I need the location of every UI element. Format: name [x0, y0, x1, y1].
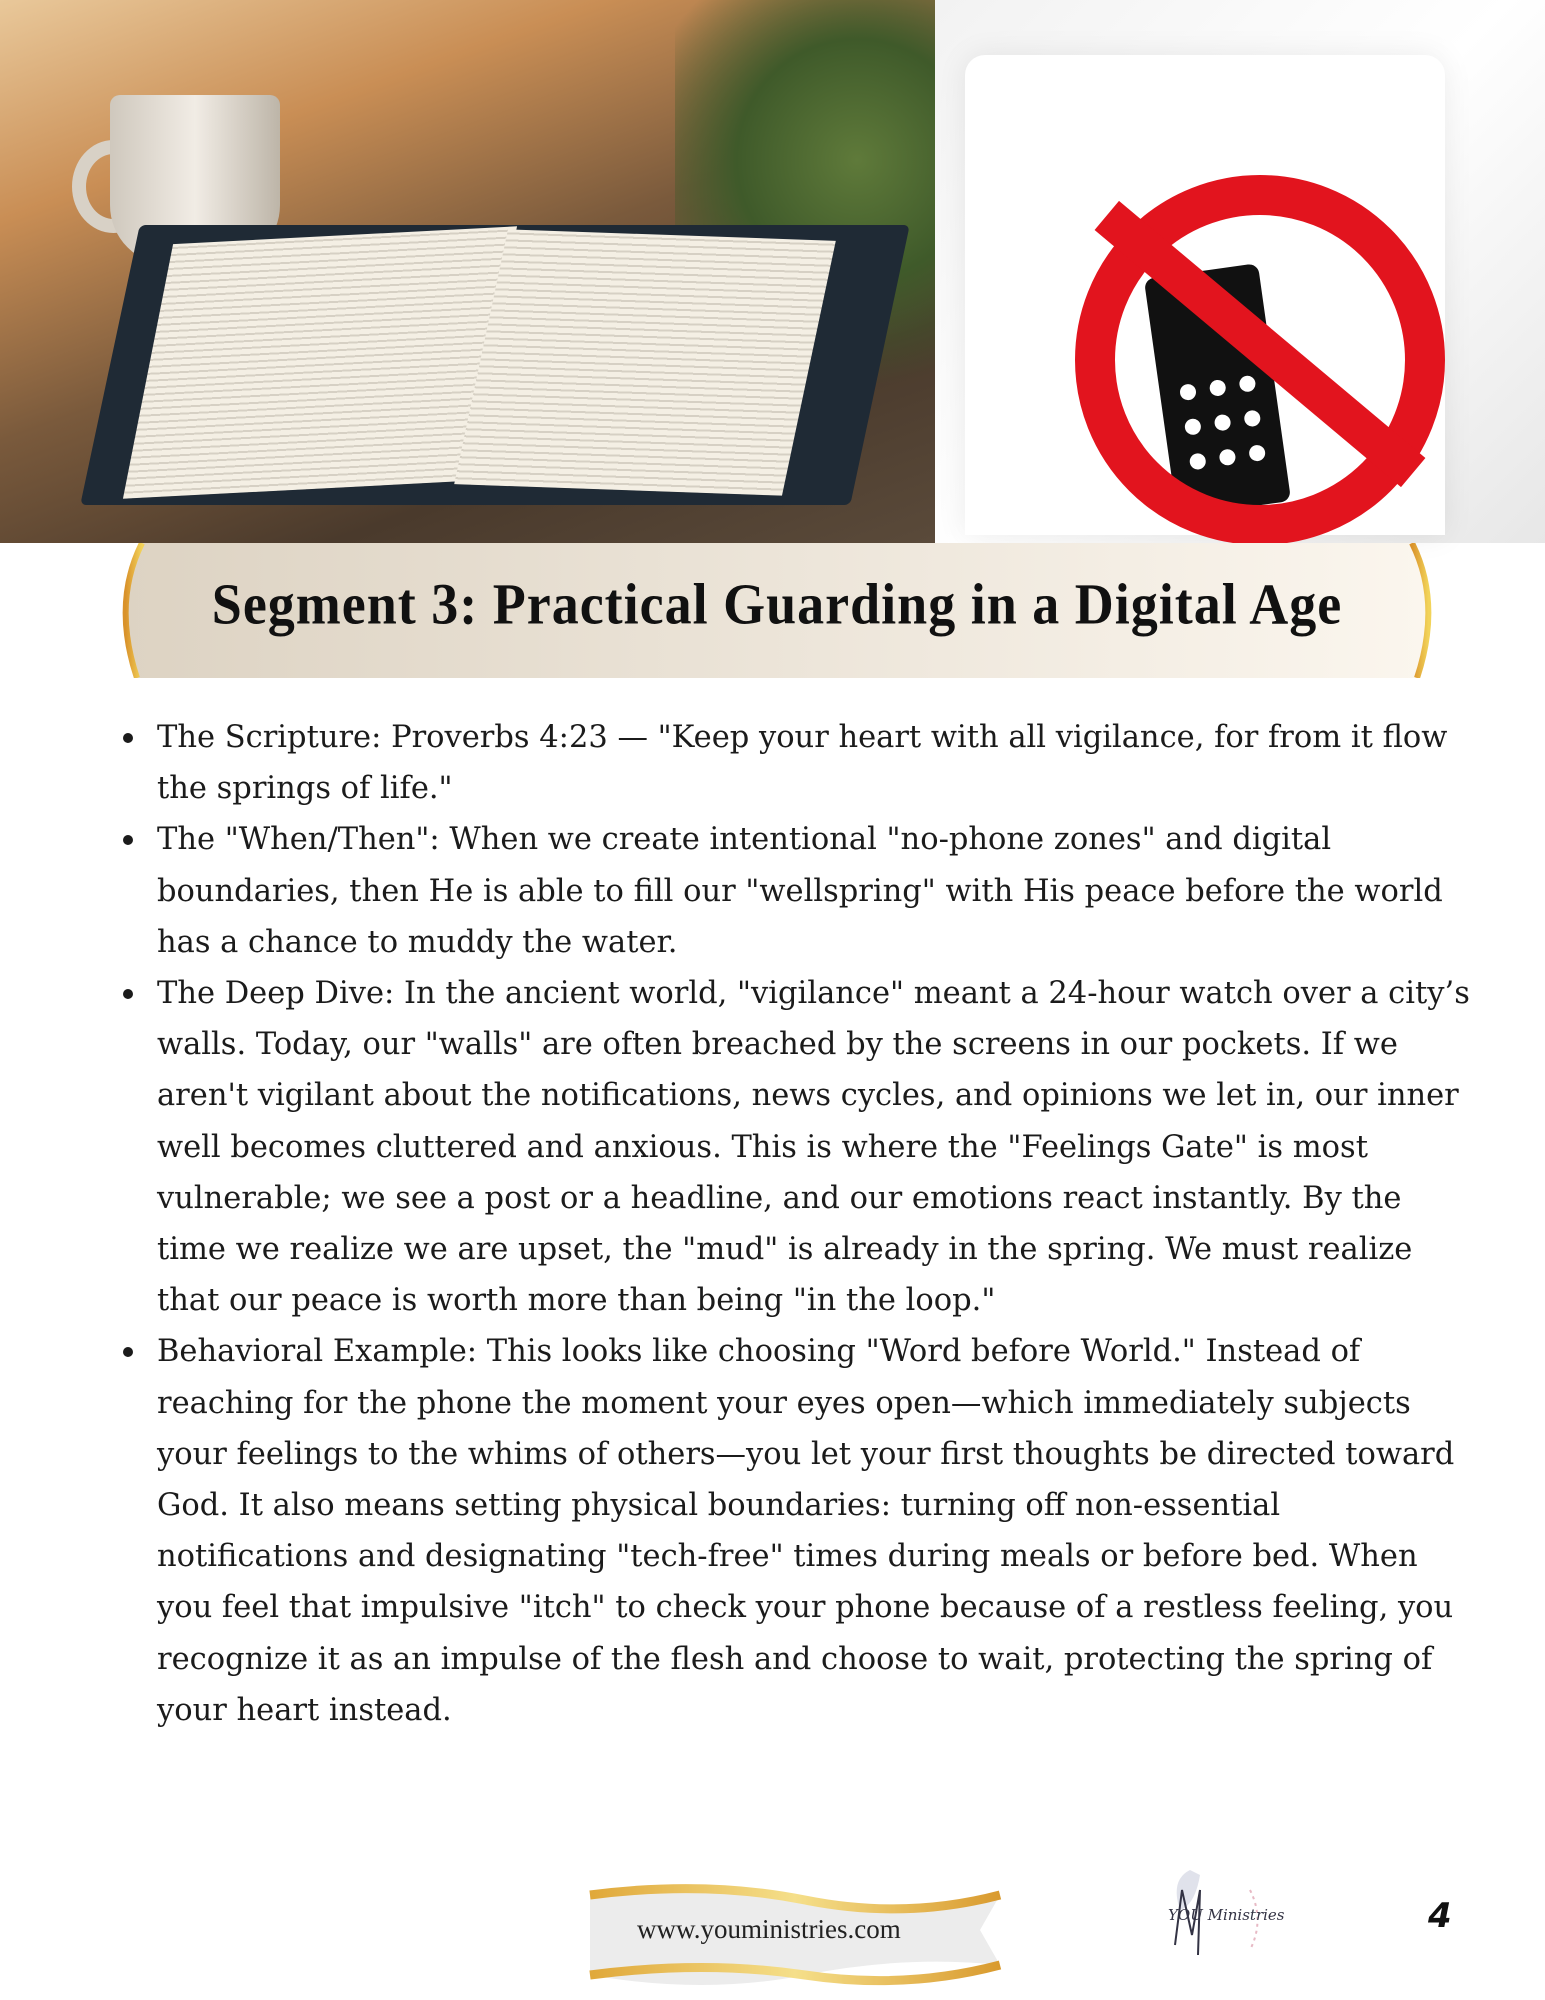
website-link[interactable]: www.youministries.com — [637, 1914, 901, 1944]
sign-card — [965, 55, 1445, 535]
bible-left-page — [123, 226, 517, 498]
logo-text: YOU Ministries — [1168, 1906, 1285, 1924]
title-banner — [92, 543, 1462, 678]
when-then-text: The "When/Then": When we create intentional "no-phone zones" and digital boundaries, then He is able to fill our "wellspring" with His peace before the world has a chance to muddy the water. — [157, 822, 1443, 960]
list-item — [157, 712, 1477, 814]
bullet-icon — [123, 835, 133, 845]
list-item — [157, 814, 1477, 968]
list-item — [157, 1326, 1477, 1736]
no-phone-sign-photo — [935, 0, 1545, 543]
deep-dive-text: The Deep Dive: In the ancient world, "vigilance" meant a 24-hour watch over a city’s walls. Today, our "walls" are often breached by the screens in our pockets. If we aren't vigilant about the notifications, news cycles, and opinions we let in, our inner well becomes cluttered and anxious. This is where the "Feelings Gate" is most vulnerable; we see a post or a headline, and our emotions react instantly. By the time we realize we are upset, the "mud" is already in the spring. We must realize that our peace is worth more than being "in the loop." — [157, 976, 1470, 1319]
page-title: Segment 3: Practical Guarding in a Digital Age — [211, 571, 1343, 637]
bullet-icon — [123, 733, 133, 743]
scripture-text: The Scripture: Proverbs 4:23 — "Keep your heart with all vigilance, for from it flow the springs of life." — [157, 720, 1448, 807]
bullet-list — [113, 712, 1477, 1736]
list-item — [157, 968, 1477, 1326]
bible-coffee-photo — [0, 0, 935, 543]
bullet-icon — [123, 1347, 133, 1357]
page-number: 4 — [1428, 1896, 1452, 1936]
behavioral-example-text: Behavioral Example: This looks like choosing "Word before World." Instead of reaching for the phone the moment your eyes open—which immediately subjects your feelings to the whims of others—you let your first thoughts be directed toward God. It also means setting physical boundaries: turning off non-essential notifications and designating "tech-free" times during meals or before bed. When you feel that impulsive "itch" to check your phone because of a restless feeling, you recognize it as an impulse of the flesh and choose to wait, protecting the spring of your heart instead. — [157, 1334, 1455, 1728]
bible-right-page — [454, 229, 836, 495]
bullet-icon — [123, 989, 133, 999]
